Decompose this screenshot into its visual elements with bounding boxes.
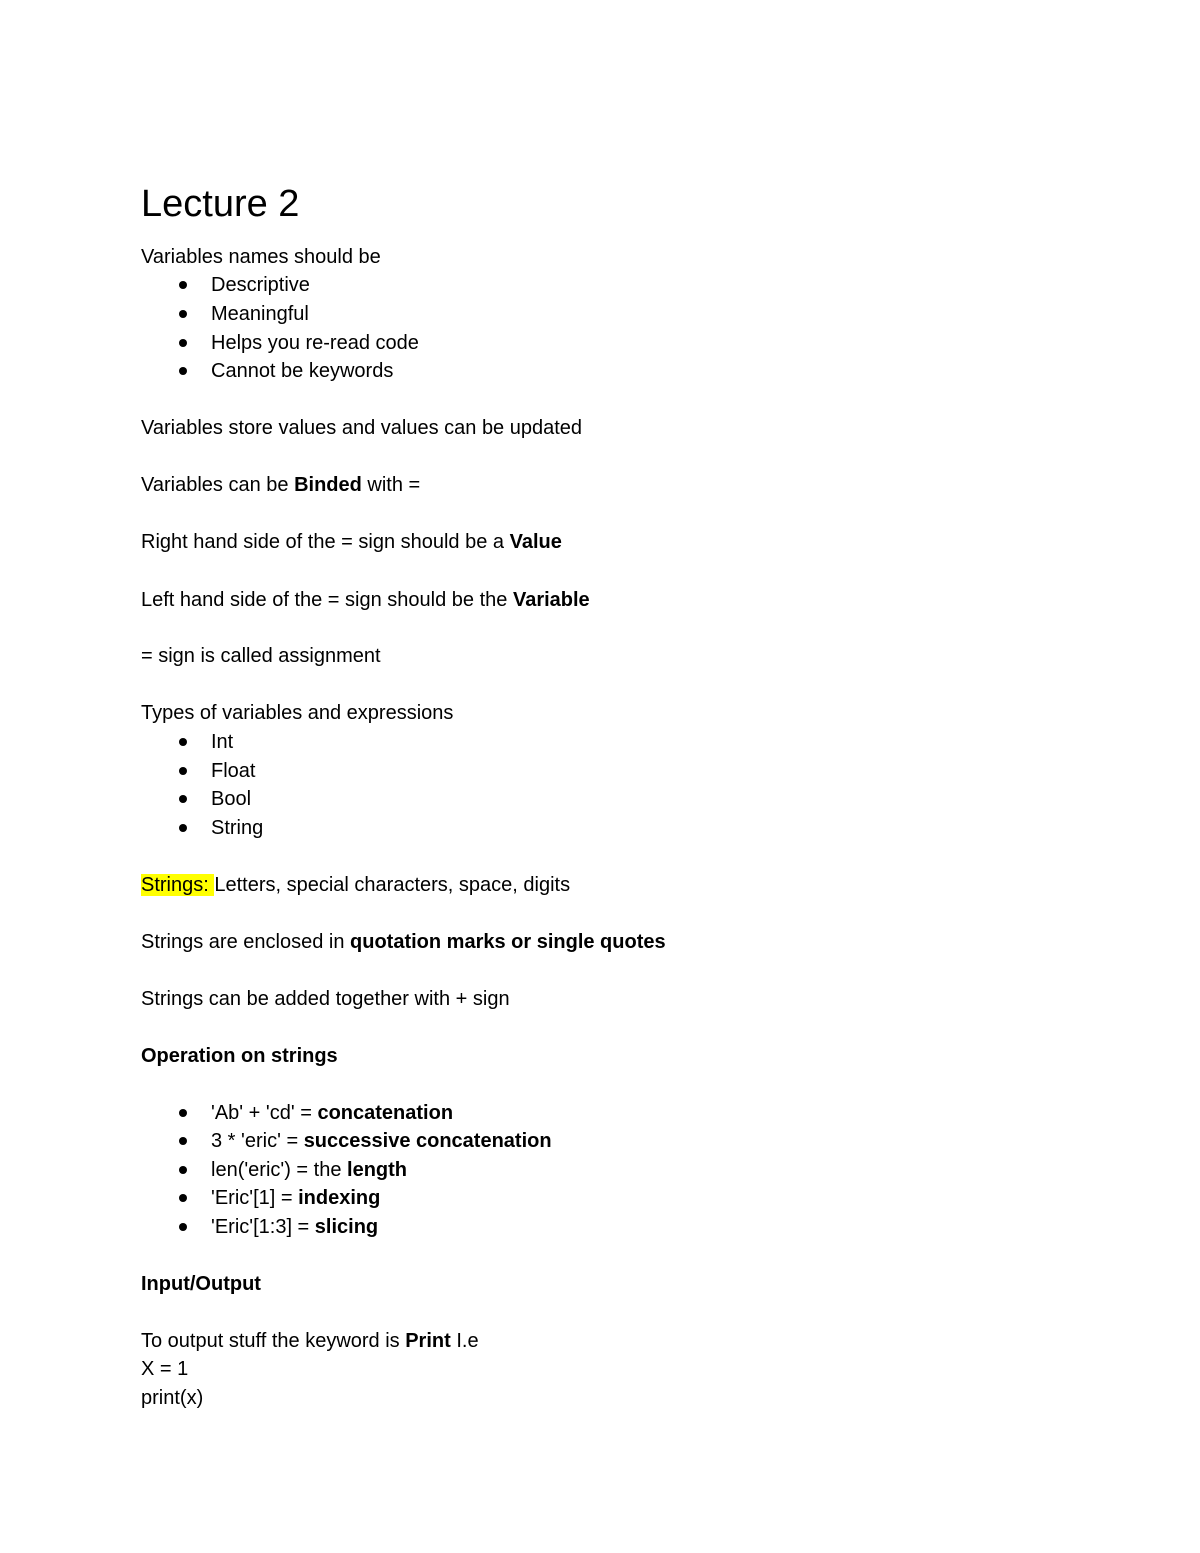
highlighted-term: Strings: [141,874,215,896]
bullet-icon [179,1223,187,1231]
bullet-icon [179,1194,187,1202]
var-names-intro: Variables names should be [141,246,381,268]
rhs-line: Right hand side of the = sign should be a Value [141,531,562,553]
bullet-icon [179,281,187,289]
binded-line: Variables can be Binded with = [141,474,421,496]
list-item: len('eric') = the length [211,1156,407,1184]
list-item: String [211,814,263,842]
bullet-icon [179,824,187,832]
list-item: 'Ab' + 'cd' = concatenation [211,1099,453,1127]
strings-definition-line: Strings: Letters, special characters, space, digits [141,874,571,896]
bullet-icon [179,795,187,803]
code-line: print(x) [141,1387,204,1409]
list-item: 3 * 'eric' = successive concatenation [211,1127,552,1155]
store-values-line: Variables store values and values can be updated [141,417,583,439]
list-item: Float [211,757,255,785]
list-item: 'Eric'[1] = indexing [211,1184,380,1212]
list-item: Bool [211,785,251,813]
bullet-icon [179,1109,187,1117]
bullet-icon [179,1137,187,1145]
bullet-icon [179,310,187,318]
list-item: Meaningful [211,300,309,328]
lhs-line: Left hand side of the = sign should be the Variable [141,589,590,611]
types-intro: Types of variables and expressions [141,702,454,724]
list-item: Cannot be keywords [211,357,393,385]
output-line: To output stuff the keyword is Print I.e [141,1330,479,1352]
list-item: 'Eric'[1:3] = slicing [211,1213,378,1241]
io-heading: Input/Output [141,1273,261,1295]
strings-added-line: Strings can be added together with + sign [141,988,510,1010]
list-item: Descriptive [211,271,310,299]
list-item: Helps you re-read code [211,329,419,357]
bullet-icon [179,738,187,746]
operations-heading: Operation on strings [141,1045,338,1067]
assignment-line: = sign is called assignment [141,645,381,667]
bullet-icon [179,767,187,775]
bullet-icon [179,339,187,347]
page-title: Lecture 2 [141,183,300,225]
list-item: Int [211,728,233,756]
bullet-icon [179,367,187,375]
bullet-icon [179,1166,187,1174]
code-line: X = 1 [141,1358,189,1380]
strings-enclosed-line: Strings are enclosed in quotation marks or single quotes [141,931,666,953]
